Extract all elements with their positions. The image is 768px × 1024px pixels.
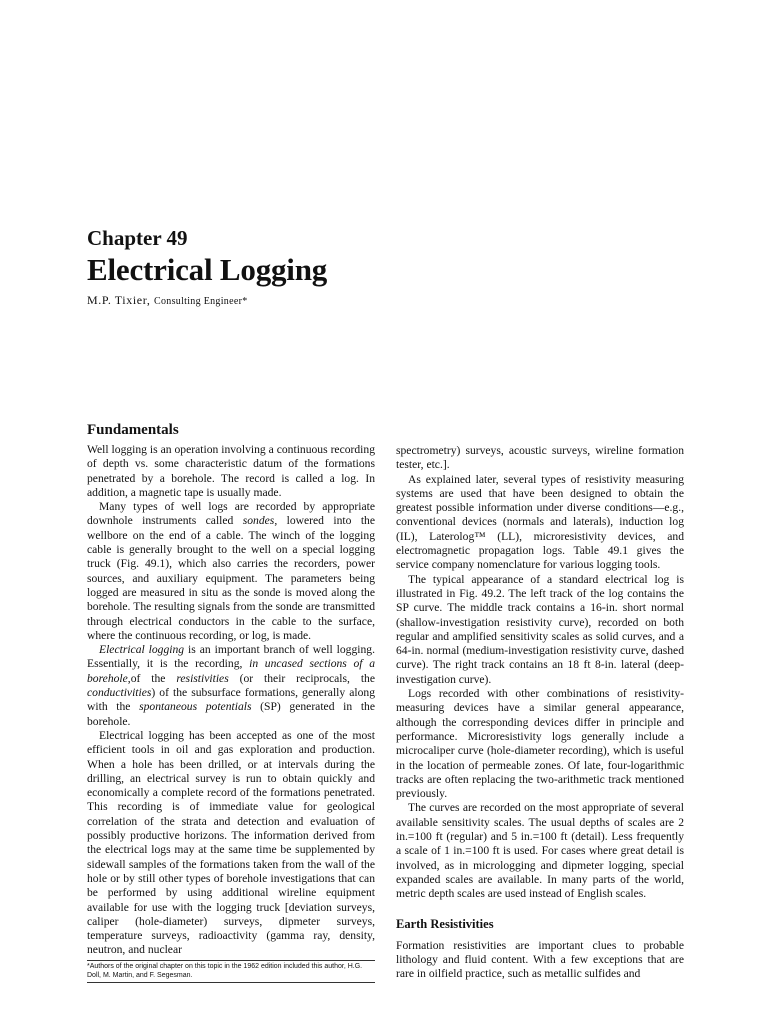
- author-affiliation: Consulting Engineer*: [154, 296, 248, 307]
- paragraph: spectrometry) surveys, acoustic surveys, wireline formation tester, etc.].: [396, 444, 684, 472]
- right-column: [396, 444, 684, 981]
- emphasis: Electrical logging: [99, 643, 185, 657]
- section-heading-fundamentals: Fundamentals: [87, 422, 179, 438]
- chapter-number: Chapter 49: [87, 226, 188, 250]
- paragraph: [87, 643, 375, 729]
- paragraph: [87, 500, 375, 643]
- text-run: Many types of well logs are recorded by appropriate downhole instruments called: [87, 500, 375, 528]
- emphasis: conductivities: [87, 686, 152, 700]
- paragraph: Logs recorded with other combinations of resistivity-measuring devices have a similar general appearance, although the corresponding devices differ in principle and performance. Microresistivity logs generally include a microcaliper curve (hole-diameter recording), which is useful in the location of permeable zones. Of late, four-logarithmic tracks are often replacing the two-arithmetic track mentioned previously.: [396, 687, 684, 801]
- paragraph: The typical appearance of a standard electrical log is illustrated in Fig. 49.2. The left track of the log contains the SP curve. The middle track contains a 16-in. short normal (shallow-investigation resistivity curve), recorded on both regular and amplified sensitivity scales as solid curves, and a 64-in. normal (medium-investigation resistivity curve, dashed curve). The right track contains an 18 ft 8-in. lateral (deep-investigation curve).: [396, 572, 684, 686]
- emphasis: resistivities: [176, 671, 229, 685]
- section-heading-earth-resistivities: Earth Resistivities: [396, 916, 494, 931]
- emphasis: sondes: [242, 514, 275, 528]
- emphasis: spontaneous potentials: [139, 700, 252, 714]
- author-name: M.P. Tixier,: [87, 293, 155, 307]
- text-run: is an important branch of well logging. Essentially, it is the recording,: [87, 643, 375, 671]
- text-run: ,of the: [127, 671, 177, 685]
- paragraph: Well logging is an operation involving a continuous recording of depth vs. some characteristic datum of the formations penetrated by a borehole. The record is called a log. In addition, a magnetic tape is usually made.: [87, 443, 375, 499]
- author-line: [87, 293, 248, 308]
- footnote: *Authors of the original chapter on this topic in the 1962 edition included this author, H.G. Doll, M. Martin, and F. Segesman.: [87, 963, 363, 979]
- paragraph: Formation resistivities are important clues to probable lithology and fluid content. With a few exceptions that are rare in oilfield practice, such as metallic sulfides and: [396, 938, 684, 981]
- text-run: (or their reciprocals, the: [228, 671, 375, 685]
- paragraph: Electrical logging has been accepted as one of the most efficient tools in oil and gas exploration and production. When a hole has been drilled, or at intervals during the drilling, an electrical survey is run to obtain quickly and economically a complete record of the formations penetrated. This recording is of immediate value for geological correlation of the strata and detection and evaluation of possibly productive horizons. The information derived from the electrical logs may at the same time be supplemented by sidewall samples of the formations taken from the wall of the hole or by still other types of borehole investigations that can be performed by using additional wireline equipment available for use with the logging truck [deviation surveys, caliper (hole-diameter) surveys, dipmeter surveys, temperature surveys, radioactivity (gamma ray, density, neutron, and nuclear: [87, 728, 375, 957]
- footnote-rule: [87, 960, 375, 961]
- paragraph: As explained later, several types of resistivity measuring systems are used that have been designed to obtain the greatest possible information under diverse conditions—e.g., conventional devices (normals and laterals), induction log (IL), Laterolog™ (LL), microresistivity devices, and electromagnetic propagation logs. Table 49.1 gives the service company nomenclature for various logging tools.: [396, 472, 684, 572]
- left-column: [87, 420, 375, 958]
- text-run: , lowered into the wellbore on the end of a cable. The winch of the logging cable is generally brought to the well on a special logging truck (Fig. 49.1), which also carries the recorders, power sources, and auxiliary equipment. The parameters being logged are measured in situ as the sonde is moved along the borehole. The resulting signals from the sonde are transmitted through electrical conductors in the cable to the surface, where the continuous recording, or log, is made.: [87, 514, 375, 642]
- paragraph: The curves are recorded on the most appropriate of several available sensitivity scales. The usual depths of scales are 2 in.=100 ft (regular) and 5 in.=100 ft (detail). Less frequently a scale of 1 in.=100 ft is used. For cases where great detail is involved, as in micrologging and dipmeter logging, special expanded scales are available. In many parts of the world, metric depth scales are used instead of English scales.: [396, 801, 684, 901]
- text-run: ) of the subsurface formations, generally along with the: [87, 686, 375, 714]
- chapter-title: Electrical Logging: [87, 252, 328, 287]
- emphasis: in uncased sections of a borehole: [87, 657, 375, 685]
- footnote-bottom-rule: [87, 982, 375, 983]
- text-run: (SP) generated in the borehole.: [87, 700, 375, 728]
